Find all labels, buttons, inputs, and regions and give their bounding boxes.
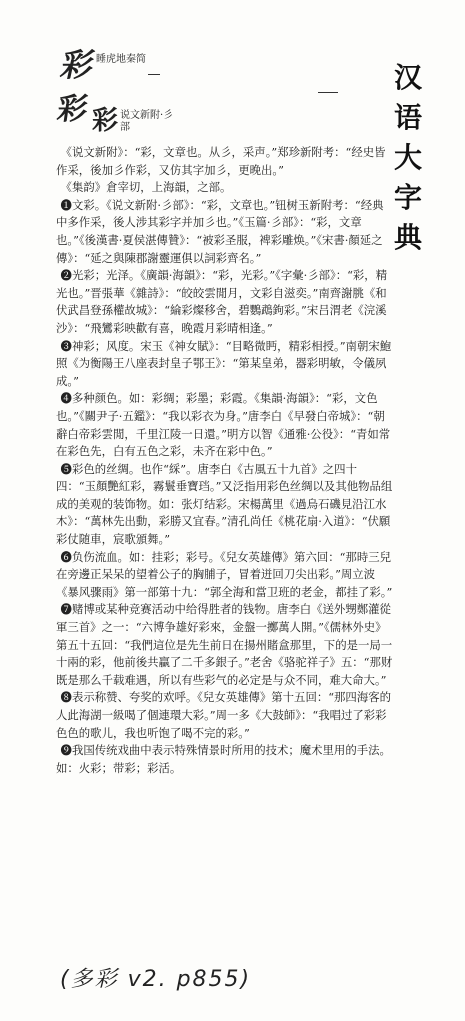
title-char: 大 (393, 141, 422, 174)
seal-character-1: 彩 (57, 46, 98, 84)
title-char: 汉 (393, 61, 422, 94)
entry-body (56, 144, 394, 777)
entry-sense-9: ❾我国传统戏曲中表示特殊情景时所用的技术；魔术里用的手法。如：火彩；带彩；彩活。 (56, 743, 391, 775)
seal-character-3: 彩 (92, 106, 119, 136)
entry-sense-4: ❹多种颜色。如：彩绸；彩墨；彩霞。《集韻·海韻》：“彩，文色也。”《關尹子·五鑑》：“我以彩衣为身。”唐李白《早發白帝城》：“朝辭白帝彩雲閒，千里江陵一日還。”明方以智《通雅·公役》：“青如常在彩色先，白有五色之彩，未齐在彩中色。” (56, 391, 391, 459)
title-char: 语 (393, 101, 422, 134)
title-char: 字 (393, 181, 422, 214)
entry-pronunciation: 《集韵》倉宰切，上海韻，之部。 (60, 180, 232, 195)
seal-character-2: 彩 (55, 92, 90, 127)
entry-sense-1: ❶文彩。《说文新附·彡部》：“彩，文章也。”钮树玉新附考：“经典中多作采，後人涉其彩字并加彡也。”《玉篇·彡部》：“彩，文章也。”《後漢書·夏侯湛傳贊》：“被彩圣服，裨彩雕焕。”《宋書·顏延之傳》：“延之與陳郡謝靈運俱以詞彩齊名。” (56, 197, 384, 265)
entry-sense-3: ❸神彩；风度。宋玉《神女賦》：“目略微眄，精彩相授。”南朝宋鮑照《为衡陽王八座表封皇子鄂王》：“第某皇弟，器彩明敏，令儀夙成。” (56, 338, 392, 388)
seal-character-3-caption: 说文新附·彡部 (120, 110, 174, 133)
dictionary-title (390, 58, 426, 258)
entry-sense-2: ❷光彩；光泽。《廣韻·海韻》：“彩，光彩。”《字彙·彡部》：“彩，精光也。”晋張華《雜詩》：“皎皎雲閒月，文彩自滋奕。”南齊謝朓《和伏武昌登孫權故城》：“綸彩燦移舍，碧鸚鵡鉤彩。”宋吕渭老《浣溪沙》：“飛鸞彩映歡有喜，晚霞月彩晴相逢。” (56, 268, 388, 335)
entry-etymology: 《说文新附》：“彩，文章也。从彡，采声。”郑珍新附考：“经史皆作采，後加彡作彩，又仿其字加彡，更晚出。” (56, 145, 386, 177)
entry-sense-5: ❺彩色的丝绸。也作“綵”。唐李白《古風五十九首》之四十四：“玉顏艷紅彩，霧鬟垂寶珰。”又泛指用彩色丝绸以及其他物品组成的美观的装饰物。如：张灯结彩。宋楊萬里《過烏石磯見沿江水木》：“萬林先出動，彩勝又宜春。”清孔尚任《桃花扇·入道》：“伏願彩仗随車，宸歌頒舞。” (56, 461, 393, 547)
entry-sense-8: ❽表示称赞、夸奖的欢呼。《兒女英雄傳》第十五回：“那四海客的人此海湖一級喝了個連環大彩。”周一多《大鼓師》：“我唱过了彩彩色色的歌儿，我也听饱了喝不完的彩。” (56, 690, 391, 740)
seal-character-1-caption: 睡虎地秦简 (96, 54, 146, 65)
mark-dash-2 (318, 92, 338, 93)
entry-sense-6: ❻负伤流血。如：挂彩；彩号。《兒女英雄傳》第六回：“那時三兒在旁邊正呆呆的望着公子的胸脯子，冒着迸回刀尖出彩。”周立波《暴风骤雨》第一部第十九：“郭全海和當卫班的老金，都挂了彩。” (56, 549, 393, 599)
mark-dash-1 (148, 74, 160, 75)
entry-sense-7: ❼赌博或某种竞赛活动中给得胜者的钱物。唐李白《送外甥鄭灌從軍三首》之一：“六博争雄好彩來，金盤一擲萬人開。”《儒林外史》第五十五回：“我們這位是先生前日在揚州賭盒那里，下的是一局一十兩的彩，他前後共贏了二千多銀子。”老舍《骆驼祥子》五：“那财既是那么千载难遇，所以有些彩气的必定是与众不同，难大命大。” (56, 602, 393, 687)
title-char: 典 (393, 221, 422, 254)
handwritten-reference-note: (多彩 v2. p855) (60, 967, 252, 992)
